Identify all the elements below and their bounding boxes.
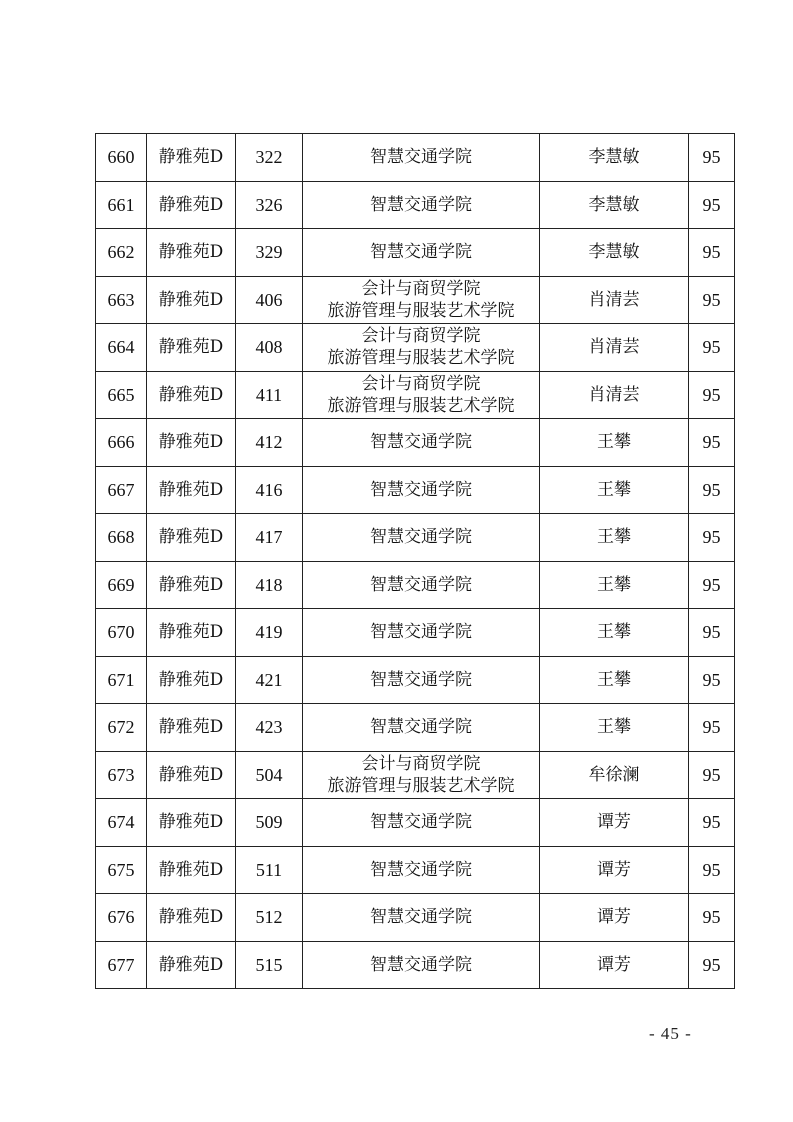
row-number-cell: 672 — [96, 704, 147, 752]
row-number-cell: 663 — [96, 276, 147, 324]
name-cell: 王攀 — [540, 656, 689, 704]
score-cell: 95 — [689, 894, 735, 942]
building-cell: 静雅苑D — [147, 941, 236, 989]
college-cell — [303, 941, 540, 989]
dorm-score-table — [95, 133, 735, 989]
college-cell — [303, 134, 540, 182]
building-cell: 静雅苑D — [147, 324, 236, 372]
college-cell — [303, 324, 540, 372]
college-name: 智慧交通学院 — [370, 527, 472, 548]
table-body — [96, 134, 735, 989]
score-cell: 95 — [689, 656, 735, 704]
college-cell — [303, 894, 540, 942]
table-row — [96, 466, 735, 514]
table-row — [96, 229, 735, 277]
table-row — [96, 846, 735, 894]
row-number-cell: 671 — [96, 656, 147, 704]
room-cell: 411 — [236, 371, 303, 419]
table-row — [96, 181, 735, 229]
table-row — [96, 371, 735, 419]
room-cell: 322 — [236, 134, 303, 182]
table-row — [96, 324, 735, 372]
row-number-cell: 673 — [96, 751, 147, 799]
building-cell: 静雅苑D — [147, 466, 236, 514]
college-name: 会计与商贸学院 — [361, 753, 481, 774]
building-cell: 静雅苑D — [147, 751, 236, 799]
row-number-cell: 675 — [96, 846, 147, 894]
building-cell: 静雅苑D — [147, 799, 236, 847]
college-name: 智慧交通学院 — [370, 669, 472, 690]
score-cell: 95 — [689, 371, 735, 419]
college-cell — [303, 561, 540, 609]
name-cell: 王攀 — [540, 704, 689, 752]
college-name: 智慧交通学院 — [370, 907, 472, 928]
college-name: 旅游管理与服装艺术学院 — [327, 775, 515, 796]
row-number-cell: 667 — [96, 466, 147, 514]
college-name: 智慧交通学院 — [370, 954, 472, 975]
room-cell: 504 — [236, 751, 303, 799]
building-cell: 静雅苑D — [147, 181, 236, 229]
college-cell — [303, 656, 540, 704]
name-cell: 肖清芸 — [540, 276, 689, 324]
score-cell: 95 — [689, 704, 735, 752]
score-cell: 95 — [689, 229, 735, 277]
row-number-cell: 677 — [96, 941, 147, 989]
college-name: 旅游管理与服装艺术学院 — [327, 348, 515, 369]
table-row — [96, 134, 735, 182]
name-cell: 李慧敏 — [540, 181, 689, 229]
college-cell — [303, 609, 540, 657]
room-cell: 419 — [236, 609, 303, 657]
college-cell — [303, 466, 540, 514]
building-cell: 静雅苑D — [147, 514, 236, 562]
score-cell: 95 — [689, 799, 735, 847]
score-cell: 95 — [689, 181, 735, 229]
college-name: 会计与商贸学院 — [361, 278, 481, 299]
college-name: 智慧交通学院 — [370, 812, 472, 833]
table-row — [96, 419, 735, 467]
table-row — [96, 514, 735, 562]
row-number-cell: 676 — [96, 894, 147, 942]
college-name: 会计与商贸学院 — [361, 326, 481, 347]
building-cell: 静雅苑D — [147, 894, 236, 942]
building-cell: 静雅苑D — [147, 276, 236, 324]
room-cell: 421 — [236, 656, 303, 704]
college-cell — [303, 799, 540, 847]
score-cell: 95 — [689, 941, 735, 989]
row-number-cell: 666 — [96, 419, 147, 467]
building-cell: 静雅苑D — [147, 229, 236, 277]
score-cell: 95 — [689, 514, 735, 562]
room-cell: 418 — [236, 561, 303, 609]
page-number: - 45 - — [649, 1024, 692, 1043]
row-number-cell: 665 — [96, 371, 147, 419]
name-cell: 谭芳 — [540, 941, 689, 989]
college-cell — [303, 371, 540, 419]
room-cell: 326 — [236, 181, 303, 229]
name-cell: 谭芳 — [540, 799, 689, 847]
name-cell: 王攀 — [540, 609, 689, 657]
college-name: 旅游管理与服装艺术学院 — [327, 300, 515, 321]
room-cell: 417 — [236, 514, 303, 562]
table-row — [96, 941, 735, 989]
table-row — [96, 276, 735, 324]
college-name: 智慧交通学院 — [370, 574, 472, 595]
building-cell: 静雅苑D — [147, 846, 236, 894]
room-cell: 509 — [236, 799, 303, 847]
name-cell: 肖清芸 — [540, 324, 689, 372]
room-cell: 423 — [236, 704, 303, 752]
table-row — [96, 894, 735, 942]
building-cell: 静雅苑D — [147, 419, 236, 467]
college-cell — [303, 229, 540, 277]
room-cell: 416 — [236, 466, 303, 514]
college-cell — [303, 419, 540, 467]
table-row — [96, 704, 735, 752]
college-name: 智慧交通学院 — [370, 717, 472, 738]
score-cell: 95 — [689, 751, 735, 799]
college-name: 智慧交通学院 — [370, 859, 472, 880]
score-cell: 95 — [689, 134, 735, 182]
building-cell: 静雅苑D — [147, 561, 236, 609]
score-cell: 95 — [689, 846, 735, 894]
name-cell: 肖清芸 — [540, 371, 689, 419]
table-row — [96, 799, 735, 847]
row-number-cell: 664 — [96, 324, 147, 372]
name-cell: 王攀 — [540, 419, 689, 467]
college-cell — [303, 181, 540, 229]
row-number-cell: 670 — [96, 609, 147, 657]
college-name: 智慧交通学院 — [370, 432, 472, 453]
score-cell: 95 — [689, 561, 735, 609]
college-cell — [303, 751, 540, 799]
building-cell: 静雅苑D — [147, 609, 236, 657]
college-name: 智慧交通学院 — [370, 242, 472, 263]
building-cell: 静雅苑D — [147, 704, 236, 752]
score-cell: 95 — [689, 419, 735, 467]
name-cell: 李慧敏 — [540, 134, 689, 182]
college-name: 智慧交通学院 — [370, 622, 472, 643]
score-cell: 95 — [689, 609, 735, 657]
college-name: 智慧交通学院 — [370, 147, 472, 168]
room-cell: 329 — [236, 229, 303, 277]
name-cell: 王攀 — [540, 561, 689, 609]
row-number-cell: 674 — [96, 799, 147, 847]
college-name: 旅游管理与服装艺术学院 — [327, 395, 515, 416]
table-row — [96, 561, 735, 609]
row-number-cell: 660 — [96, 134, 147, 182]
name-cell: 王攀 — [540, 466, 689, 514]
table-row — [96, 751, 735, 799]
name-cell: 李慧敏 — [540, 229, 689, 277]
table-row — [96, 656, 735, 704]
college-cell — [303, 514, 540, 562]
row-number-cell: 661 — [96, 181, 147, 229]
row-number-cell: 668 — [96, 514, 147, 562]
room-cell: 512 — [236, 894, 303, 942]
building-cell: 静雅苑D — [147, 134, 236, 182]
score-cell: 95 — [689, 466, 735, 514]
score-cell: 95 — [689, 276, 735, 324]
name-cell: 谭芳 — [540, 846, 689, 894]
name-cell: 谭芳 — [540, 894, 689, 942]
room-cell: 408 — [236, 324, 303, 372]
building-cell: 静雅苑D — [147, 371, 236, 419]
building-cell: 静雅苑D — [147, 656, 236, 704]
room-cell: 515 — [236, 941, 303, 989]
score-cell: 95 — [689, 324, 735, 372]
table-row — [96, 609, 735, 657]
row-number-cell: 669 — [96, 561, 147, 609]
row-number-cell: 662 — [96, 229, 147, 277]
name-cell: 王攀 — [540, 514, 689, 562]
college-name: 智慧交通学院 — [370, 479, 472, 500]
college-cell — [303, 704, 540, 752]
room-cell: 406 — [236, 276, 303, 324]
room-cell: 511 — [236, 846, 303, 894]
room-cell: 412 — [236, 419, 303, 467]
college-cell — [303, 846, 540, 894]
college-cell — [303, 276, 540, 324]
name-cell: 牟徐澜 — [540, 751, 689, 799]
college-name: 会计与商贸学院 — [361, 373, 481, 394]
college-name: 智慧交通学院 — [370, 194, 472, 215]
